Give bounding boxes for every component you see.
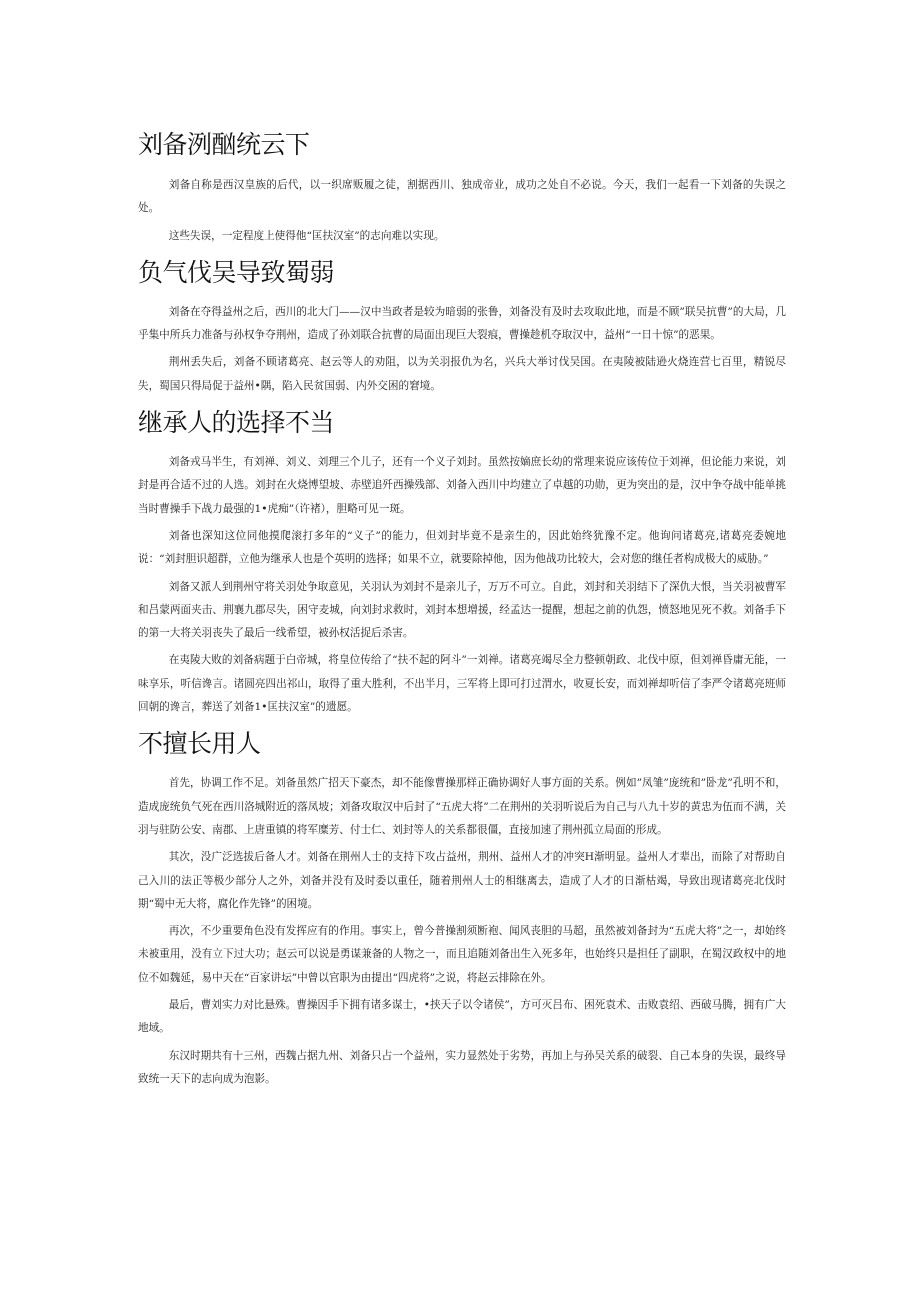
- paragraph: 东汉时期共有十三州，西魏占据九州、刘备只占一个益州，实力显然处于劣势，再加上与孙吴关系的破裂、自己本身的失误，最终导致统一天下的志向成为泡影。: [138, 1049, 786, 1085]
- section-wu-campaign: [138, 256, 786, 398]
- paragraph: 在夷陵大败的刘备病题于白帝城，将皇位传给了“扶不起的阿斗”一刘禅。诸葛亮竭尽全力整顿朝政、北伐中原，但刘禅昏庸无能，一味享乐，听信谗言。诸圆亮四出祁山，取得了重大胜利，不出半月，三军将上即可打过渭水，收夏长安，而刘禅却听信了李严令诸葛亮班师回朝的谗言，葬送了刘备1•匡扶汉室”的遗愿。: [138, 654, 786, 714]
- section-successor: [138, 406, 786, 719]
- paragraph: 首先，协调工作不足。刘备虽然广招天下豪杰，却不能像曹操那样正确协调好人事方面的关系。例如”凤雏”庞统和”卧龙”孔明不和，造成庞统负气死在西川洛城附近的落凤坡；刘备攻取汉中后封了“五虎大将”二在荆州的关羽听说后为自己与八九十岁的黄忠为伍而不满，关羽与驻防公安、南郡、上唐重镇的将军糜芳、付士仁、刘封等人的关系都很僵，直接加速了荆州孤立局面的形成。: [138, 777, 786, 836]
- paragraph: 刘备又派人到荆州守将关羽处争取意见，关羽认为刘封不是亲儿子，万万不可立。自此，刘封和关羽结下了深仇大恨，当关羽被曹军和吕蒙两面夹击、荆襄九郡尽失，困守麦城，向刘封求救时，刘封本想增援，经孟达一提醒，想起之前的仇怨，愤怒地见死不救。刘备手下的第一大将关羽丧失了最后一线希望，被孙权活捉后杀害。: [138, 580, 786, 640]
- paragraph: 再次，不少重要角色没有发挥应有的作用。事实上，曾今普操割须断袍、闻风丧胆的马超，虽然被刘备封为“五虎大将”之一，却始终未被重用，没有立下过大功；赵云可以说是勇谋兼备的人物之一，而且追随刘备出生入死多年，也始终只是担任了副职，在蜀汉政权中的地位不如魏延，易中天在“百家讲坛”中曾以官职为由提出“四虎将”之说，将赵云排除在外。: [138, 925, 786, 984]
- paragraph: 荆州丢失后，刘备不顾诸葛亮、赵云等人的劝阻，以为关羽报仇为名，兴兵大举讨伐吴国。在夷陵被陆逊火烧连营七百里，精锐尽失，蜀国只得局促于益州•隅，陷入民贫国弱、内外交困的窘境。: [138, 356, 786, 392]
- section-title: 负气伐吴导致蜀弱: [138, 257, 335, 287]
- paragraph: 最后，曹刘实力对比悬殊。曹操因手下拥有诸多谋士，•挟天子以令诸侯”，方可灭吕布、困死袁术、击败袁绍、西破马腾，拥有广大地域。: [138, 999, 786, 1035]
- document-body: [138, 128, 786, 1099]
- paragraph: 刘备在夺得益州之后，西川的北大门——汉中当政者是较为暗弱的张鲁，刘备没有及时去攻取此地，而是不顾”联吴抗曹”的大局，几乎集中所兵力准备与孙权争夺荆州，造成了孙刘联合抗曹的局面出现巨大裂痕，曹操趁机夺取汉中，益州“一日十惊”的恶果。: [138, 305, 786, 342]
- section-intro: [138, 128, 786, 248]
- section-title: 继承人的选择不当: [138, 408, 335, 438]
- section-title: 刘备洌酗统云下: [138, 130, 310, 159]
- paragraph: 这些失误，一定程度上使得他“匡扶汉室”的志向难以实现。: [168, 229, 445, 242]
- paragraph: 其次，没广泛选拔后备人才。刘备在荆州人士的支持下攻占益州，荆州、益州人才的冲突H渐明显。益州人才辈出，而除了对帮助自己入川的法正等极少部分人之外，刘备并没有及时委以重任，随着荆州人士的相继离去，造成了人才的日渐枯竭，导致出现诸葛亮北伐时期“蜀中无大将，腐化作先锋”的困境。: [138, 851, 786, 910]
- section-personnel: [138, 727, 786, 1091]
- section-title: 不擅长用人: [138, 729, 261, 759]
- paragraph: 刘备也深知这位同他摸爬滚打多年的“义子”的能力，但刘封毕竟不是亲生的，因此始终犹豫不定。他询问诸葛亮,诸葛亮委婉地说：“刘封胆识超群，立他为继承人也是个英明的选择；如果不立，就要除掉他，因为他战功比较大，会对您的继任者构成极大的威胁。”: [138, 529, 786, 566]
- paragraph: 刘备戎马半生，有刘禅、刘义、刘理三个儿子，还有一个义子刘封。虽然按嫡庶长幼的常理来说应该传位于刘禅，但论能力来说，刘封是再合适不过的人选。刘封在火烧博望坡、赤壁追歼西操残部、刘备入西川中均建立了卓越的功勋，更为突出的是，汉中争夺战中能单挑当时曹操手下战力最强的1•虎痴”（许褚），胆略可见一斑。: [138, 456, 786, 515]
- paragraph: 刘备自称是西汉皇族的后代，以一织席贩履之徒，割据西川、独成帝业，成功之处自不必说。今天，我们一起看一下刘备的失误之处。: [138, 179, 786, 215]
